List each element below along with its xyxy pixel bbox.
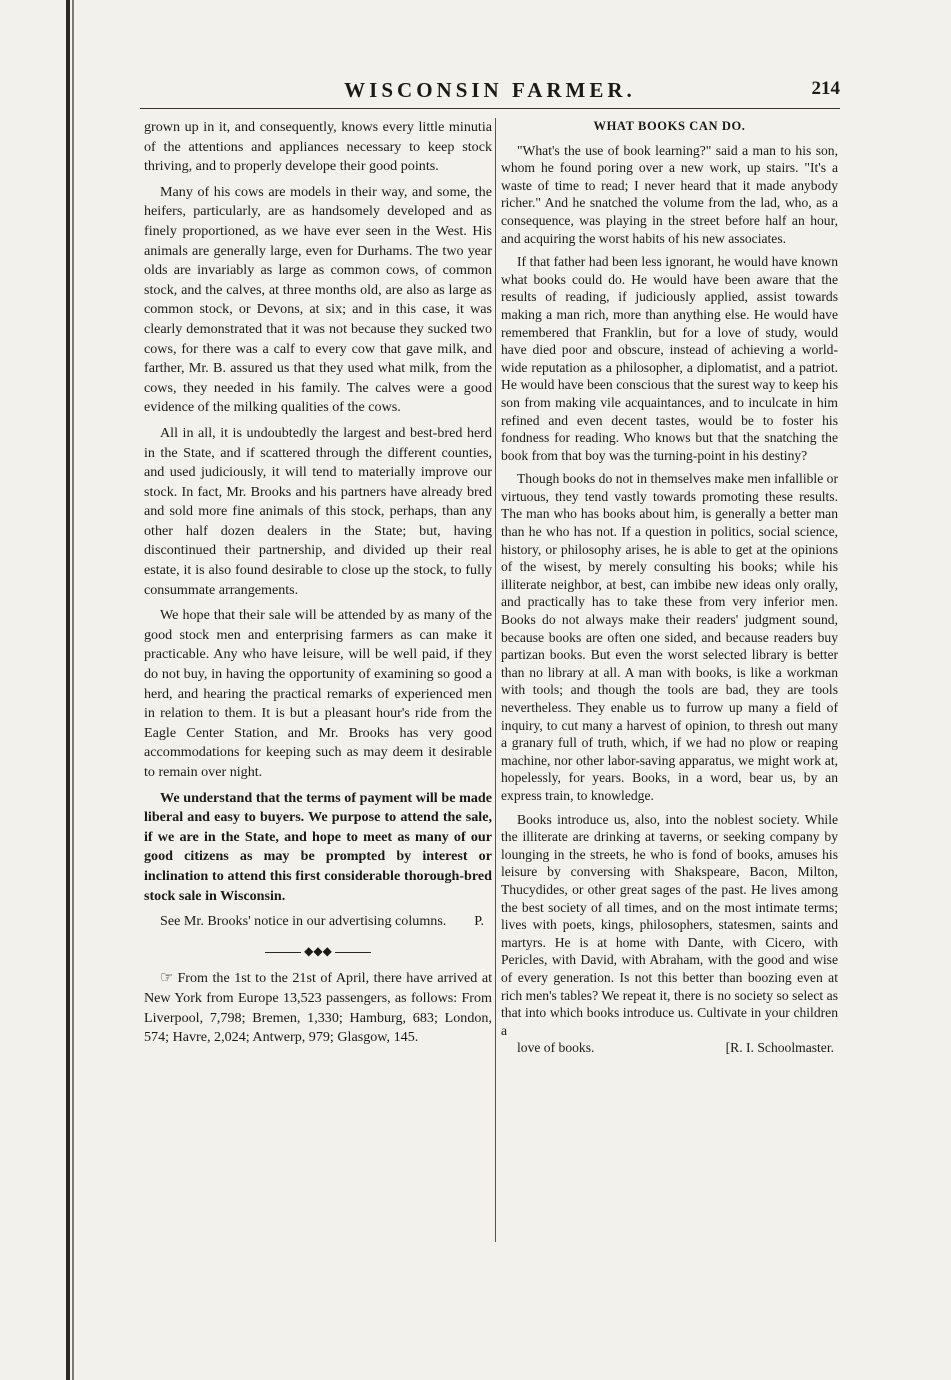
right-column [501,118,838,1057]
page-binding-edge [66,0,70,1380]
last-line: love of books. [517,1040,595,1056]
notice-text: From the 1st to the 21st of April, there have arrived at New York from Europe 13,523 passengers, as follows: From Liverpool, 7,798; Bremen, 1,330; Hamburg, 683; London, 574; Havre, 2,024; Antwerp, 979; Glasgow, 145. [144,970,492,1046]
paragraph: If that father had been less ignorant, he would have known what books could do. He would have been aware that the results of reading, if judiciously applied, assist towards making a man rich, more than anything else. He would have remembered that Franklin, but for a love of study, would have died poor and obscure, instead of achieving a world-wide reputation as a philosopher, a diplomatist, and a patriot. He would have been conscious that the surest way to keep his son from making vile acquaintances, and to inculcate in him refined and even decent tastes, would be to foster his fondness for reading. Who knows but that the snatching the book from that boy was the turning-point in his destiny? [501,254,838,463]
paragraph: We understand that the terms of payment will be made liberal and easy to buyers. We purpose to attend the sale, if we are in the State, and hope to meet as many of our good citizens as may be prompted by interest or inclination to attend this first considerable thorough-bred stock sale in Wisconsin. [144,789,492,904]
paragraph: "What's the use of book learning?" said a man to his son, whom he found poring over a new work, up stairs. "It's a waste of time to read; I never heard that it made anybody richer." And he snatched the volume from the lad, who, as a consequence, was playing in the street before half an hour, and acquiring the worst habits of his new associates. [501,142,838,246]
left-column [144,118,492,1048]
running-head [140,78,840,108]
ornament-line-left [265,952,301,953]
byline-row [501,1039,838,1057]
signature: P. [474,913,484,930]
paragraph: Many of his cows are models in their way, and some, the heifers, particularly, are as handsomely developed and as finely proportioned, as we have ever seen in the West. His animals are generally large, even for Durhams. The two year olds are invariably as large as common cows, of common stock, and the calves, at three months old, are also as large as common stock, or Devons, at six; and in this case, it was clearly demonstrated that it was not because they sucked two cows, for there was a calf to every cow that gave milk, and farther, Mr. B. assured us that they used what milk, from the cows, they needed in his family. The calves were a good evidence of the milking qualities of the cows. [144,183,492,416]
ornament-line-right [335,952,371,953]
closing-text: See Mr. Brooks' notice in our advertising columns. [160,913,447,930]
paragraph: Though books do not in themselves make men infallible or virtuous, they tend vastly towards promoting these results. The man who has books about him, is generally a better man than he who has not. If a question in politics, social science, history, or philosophy arises, he is able to get at the opinions of the wisest, by merely consulting his books; while his illiterate neighbor, at best, can imbibe new ideas only orally, and practically has to take these from very inferior men. Books do not always make their readers' judgment sound, because books are often one sided, and because readers buy partizan books. But even the worst selected library is better than no library at all. A man with books, is like a workman with tools; and though the tools are bad, they are tools nevertheless. They enable us to furrow up many a field of inquiry, to cut many a harvest of opinion, to thresh out many a granary full of truth, which, if we had no plow or reaping machine, nor other labor-saving apparatus, we might work at, hopelessly, for years. Books, in a word, bear us, by an express train, to knowledge. [501,471,838,803]
journal-title: WISCONSIN FARMER. [344,78,636,102]
article-title: WHAT BOOKS CAN DO. [593,119,746,133]
page-binding-shadow [72,0,74,1380]
column-rule [495,118,496,1242]
page-number: 214 [811,78,840,99]
header-rule [140,108,840,109]
paragraph: All in all, it is undoubtedly the largest and best-bred herd in the State, and if scattered through the different counties, and used judiciously, it will tend to materially improve our stock. In fact, Mr. Brooks and his partners have already bred and sold more fine animals of this stock, perhaps, than any other half dozen dealers in the State; but, having discontinued their partnership, and divided up their real estate, it is also found desirable to close up the stock, to fully consummate arrangements. [144,424,492,598]
pointing-hand-icon: ☞ [160,970,174,987]
news-notice [144,969,492,1047]
paragraph: grown up in it, and consequently, knows every little minutia of the attentions and appliances necessary to keep stock thriving, and to properly develope their good points. [144,119,492,175]
byline: [R. I. Schoolmaster. [725,1040,834,1056]
section-ornament [144,942,492,962]
paragraph: Books introduce us, also, into the noblest society. While the illiterate are drinking at taverns, or seeking company by lounging in the streets, he who is fond of books, amuses his leisure by conversing with Shakspeare, Bacon, Milton, Thucydides, or other great sages of the past. He lives among the best society of all times, and on the most intimate terms; lives with poets, kings, philosophers, statesmen, saints and martyrs. He is at home with Dante, with Cicero, with Pericles, with David, with Abraham, with the good and wise of every generation. Is not this better than boozing even at rich men's tables? We repeat it, there is no society so select as that into which books introduce us. Cultivate in your children a [501,811,838,1038]
closing-paragraph [144,912,492,932]
paragraph: We hope that their sale will be attended by as many of the good stock men and enterprising farmers as can make it practicable. Any who have leisure, will be well paid, if they do not buy, in having the opportunity of examining so good a herd, and hearing the practical remarks of experienced men in relation to them. It is but a pleasant hour's ride from the Eagle Center Station, and Mr. Brooks has very good accommodations for keeping such as may deem it desirable to remain over night. [144,607,492,780]
ornament-diamonds: ◆◆◆ [304,943,332,958]
